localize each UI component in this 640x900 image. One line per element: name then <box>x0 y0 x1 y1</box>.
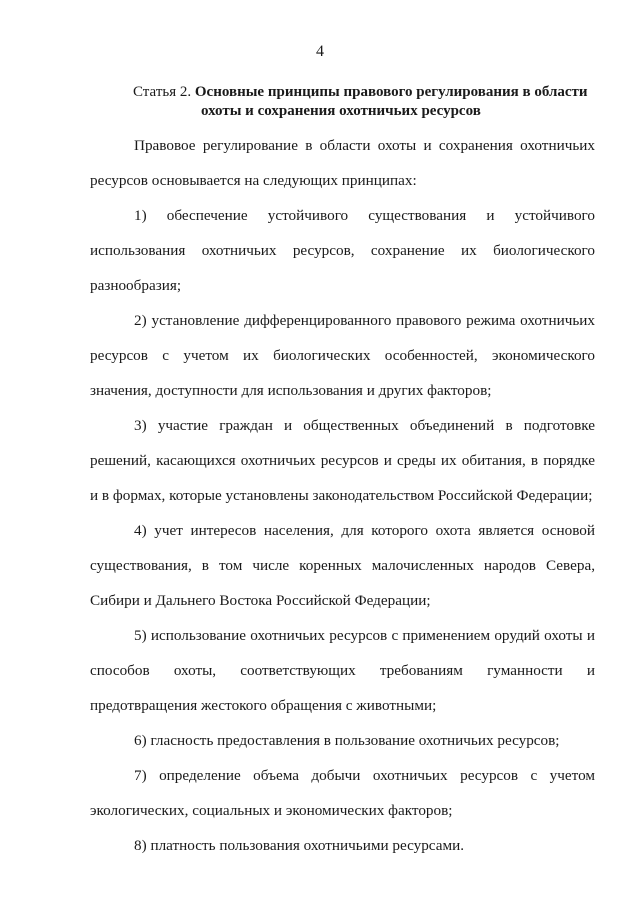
article-heading <box>133 83 603 121</box>
article-title-line1: Основные принципы правового регулирования в области <box>194 84 588 100</box>
principle-1: 1) обеспечение устойчивого существования и устойчивого использования охотничьих ресурсов, сохранение их биологического разнообразия; <box>90 207 595 294</box>
principle-4: 4) учет интересов населения, для которого охота является основой существования, в том числе коренных малочисленных народов Севера, Сибири и Дальнего Востока Российской Федерации; <box>90 522 595 609</box>
page-number: 4 <box>316 43 324 60</box>
article-title-line2: охоты и сохранения охотничьих ресурсов <box>201 103 481 119</box>
principle-5: 5) использование охотничьих ресурсов с применением орудий охоты и способов охоты, соответствующих требованиям гуманности и предотвращения жестокого обращения с животными; <box>90 627 595 714</box>
intro-paragraph: Правовое регулирование в области охоты и сохранения охотничьих ресурсов основывается на следующих принципах: <box>90 137 595 189</box>
principle-3: 3) участие граждан и общественных объединений в подготовке решений, касающихся охотничьих ресурсов и среды их обитания, в порядке и в формах, которые установлены законодательством Российской Федерации; <box>90 417 595 504</box>
principle-2: 2) установление дифференцированного правового режима охотничьих ресурсов с учетом их биологических особенностей, экономического значения, доступности для использования и других факторов; <box>90 312 595 399</box>
article-body <box>90 128 595 863</box>
principle-8: 8) платность пользования охотничьими ресурсами. <box>134 837 465 854</box>
article-label: Статья 2. <box>133 84 192 100</box>
principle-7: 7) определение объема добычи охотничьих ресурсов с учетом экологических, социальных и экономических факторов; <box>90 767 595 819</box>
principle-6: 6) гласность предоставления в пользование охотничьих ресурсов; <box>134 732 560 749</box>
